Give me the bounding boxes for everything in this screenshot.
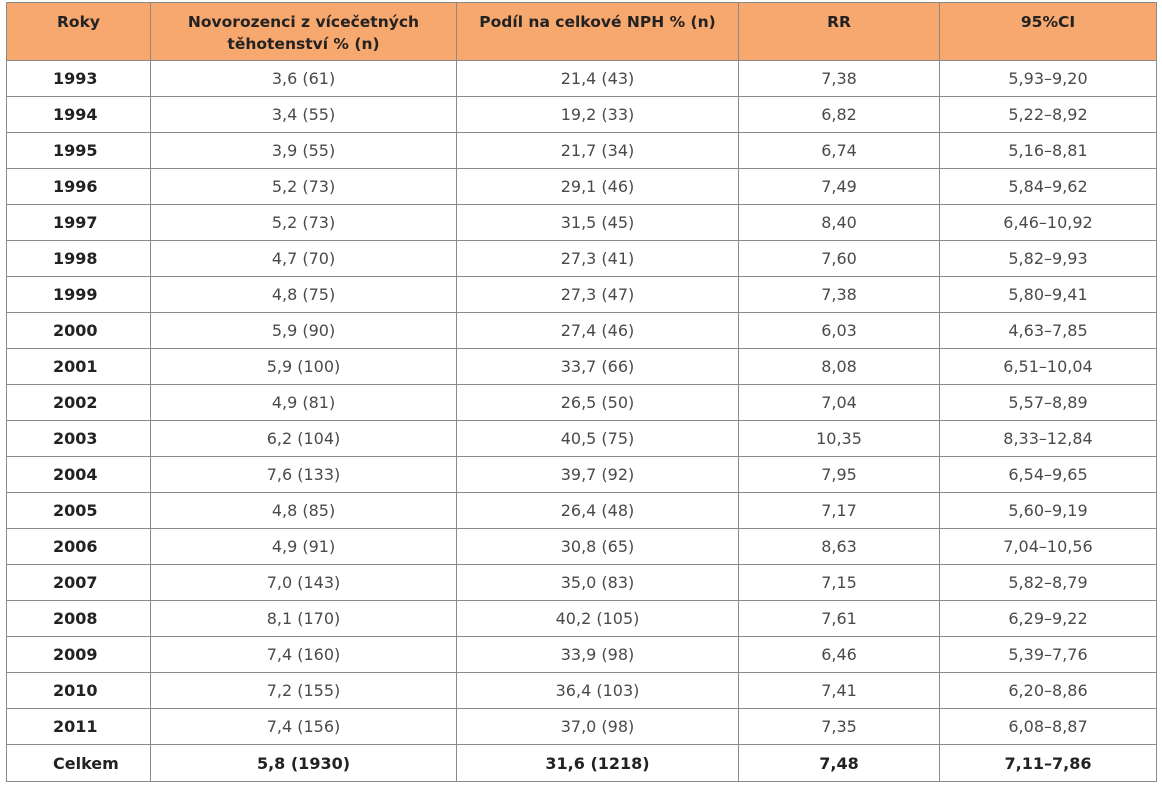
cell-year: 2008: [7, 601, 151, 637]
total-share: 31,6 (1218): [457, 745, 739, 782]
table-row: [7, 385, 1157, 421]
cell-share: 36,4 (103): [457, 673, 739, 709]
cell-ci: 5,16–8,81: [940, 133, 1157, 169]
table-row: [7, 313, 1157, 349]
cell-share: 40,5 (75): [457, 421, 739, 457]
cell-ci: 5,84–9,62: [940, 169, 1157, 205]
cell-rr: 7,04: [739, 385, 940, 421]
cell-year: 2003: [7, 421, 151, 457]
cell-share: 37,0 (98): [457, 709, 739, 745]
total-ci: 7,11–7,86: [940, 745, 1157, 782]
table-row: [7, 277, 1157, 313]
table-header: [7, 3, 1157, 61]
cell-rr: 7,95: [739, 457, 940, 493]
table-body: [7, 61, 1157, 782]
total-label: Celkem: [7, 745, 151, 782]
cell-rr: 6,46: [739, 637, 940, 673]
cell-year: 2011: [7, 709, 151, 745]
cell-rr: 8,08: [739, 349, 940, 385]
header-ci: 95%CI: [940, 3, 1157, 61]
cell-ci: 6,29–9,22: [940, 601, 1157, 637]
cell-ci: 6,51–10,04: [940, 349, 1157, 385]
cell-rr: 7,38: [739, 277, 940, 313]
cell-multiples: 4,9 (91): [151, 529, 457, 565]
cell-share: 29,1 (46): [457, 169, 739, 205]
total-rr: 7,48: [739, 745, 940, 782]
cell-ci: 5,60–9,19: [940, 493, 1157, 529]
cell-year: 2004: [7, 457, 151, 493]
cell-multiples: 8,1 (170): [151, 601, 457, 637]
cell-multiples: 3,6 (61): [151, 61, 457, 97]
table-row: [7, 709, 1157, 745]
cell-multiples: 5,9 (90): [151, 313, 457, 349]
table-row: [7, 169, 1157, 205]
cell-year: 1994: [7, 97, 151, 133]
table-row: [7, 457, 1157, 493]
table-row: [7, 205, 1157, 241]
cell-multiples: 7,2 (155): [151, 673, 457, 709]
cell-year: 1997: [7, 205, 151, 241]
table-row: [7, 133, 1157, 169]
cell-share: 26,5 (50): [457, 385, 739, 421]
cell-ci: 5,82–9,93: [940, 241, 1157, 277]
cell-rr: 7,17: [739, 493, 940, 529]
cell-share: 40,2 (105): [457, 601, 739, 637]
header-multiples-line2: těhotenství % (n): [227, 35, 380, 53]
cell-ci: 5,82–8,79: [940, 565, 1157, 601]
cell-rr: 7,38: [739, 61, 940, 97]
cell-ci: 4,63–7,85: [940, 313, 1157, 349]
cell-year: 2005: [7, 493, 151, 529]
table-row: [7, 673, 1157, 709]
table-row: [7, 637, 1157, 673]
cell-rr: 7,60: [739, 241, 940, 277]
header-multiples: [151, 3, 457, 61]
cell-share: 30,8 (65): [457, 529, 739, 565]
cell-ci: 6,54–9,65: [940, 457, 1157, 493]
cell-ci: 5,57–8,89: [940, 385, 1157, 421]
header-rr: RR: [739, 3, 940, 61]
cell-share: 27,4 (46): [457, 313, 739, 349]
cell-rr: 8,40: [739, 205, 940, 241]
cell-multiples: 7,0 (143): [151, 565, 457, 601]
cell-share: 19,2 (33): [457, 97, 739, 133]
cell-share: 21,7 (34): [457, 133, 739, 169]
cell-multiples: 3,9 (55): [151, 133, 457, 169]
cell-multiples: 5,2 (73): [151, 205, 457, 241]
table-row: [7, 61, 1157, 97]
cell-share: 33,7 (66): [457, 349, 739, 385]
data-table: [6, 2, 1157, 782]
cell-rr: 7,35: [739, 709, 940, 745]
cell-share: 27,3 (41): [457, 241, 739, 277]
cell-year: 2002: [7, 385, 151, 421]
cell-year: 2010: [7, 673, 151, 709]
cell-ci: 6,46–10,92: [940, 205, 1157, 241]
cell-share: 33,9 (98): [457, 637, 739, 673]
table-row: [7, 241, 1157, 277]
table-row: [7, 97, 1157, 133]
cell-share: 35,0 (83): [457, 565, 739, 601]
table-row: [7, 493, 1157, 529]
cell-ci: 5,80–9,41: [940, 277, 1157, 313]
cell-year: 2000: [7, 313, 151, 349]
cell-rr: 10,35: [739, 421, 940, 457]
cell-multiples: 4,9 (81): [151, 385, 457, 421]
cell-multiples: 4,8 (85): [151, 493, 457, 529]
cell-year: 1999: [7, 277, 151, 313]
cell-multiples: 7,4 (160): [151, 637, 457, 673]
cell-ci: 6,08–8,87: [940, 709, 1157, 745]
table-row: [7, 349, 1157, 385]
cell-ci: 5,39–7,76: [940, 637, 1157, 673]
cell-year: 1995: [7, 133, 151, 169]
cell-rr: 6,03: [739, 313, 940, 349]
cell-year: 1996: [7, 169, 151, 205]
cell-share: 31,5 (45): [457, 205, 739, 241]
cell-ci: 7,04–10,56: [940, 529, 1157, 565]
cell-ci: 5,93–9,20: [940, 61, 1157, 97]
cell-multiples: 7,6 (133): [151, 457, 457, 493]
cell-multiples: 5,2 (73): [151, 169, 457, 205]
cell-year: 1998: [7, 241, 151, 277]
cell-rr: 6,74: [739, 133, 940, 169]
header-share: Podíl na celkové NPH % (n): [457, 3, 739, 61]
cell-multiples: 5,9 (100): [151, 349, 457, 385]
cell-multiples: 4,8 (75): [151, 277, 457, 313]
cell-year: 2009: [7, 637, 151, 673]
cell-ci: 8,33–12,84: [940, 421, 1157, 457]
header-years: Roky: [7, 3, 151, 61]
cell-multiples: 4,7 (70): [151, 241, 457, 277]
cell-share: 26,4 (48): [457, 493, 739, 529]
total-row: [7, 745, 1157, 782]
header-row: [7, 3, 1157, 61]
cell-share: 21,4 (43): [457, 61, 739, 97]
cell-year: 2007: [7, 565, 151, 601]
cell-rr: 8,63: [739, 529, 940, 565]
cell-year: 1993: [7, 61, 151, 97]
cell-year: 2006: [7, 529, 151, 565]
table-row: [7, 529, 1157, 565]
header-multiples-line1: Novorozenci z vícečetných: [187, 13, 420, 31]
cell-rr: 7,41: [739, 673, 940, 709]
cell-share: 27,3 (47): [457, 277, 739, 313]
total-multiples: 5,8 (1930): [151, 745, 457, 782]
cell-multiples: 6,2 (104): [151, 421, 457, 457]
cell-rr: 6,82: [739, 97, 940, 133]
table-row: [7, 421, 1157, 457]
table-row: [7, 601, 1157, 637]
cell-multiples: 3,4 (55): [151, 97, 457, 133]
cell-multiples: 7,4 (156): [151, 709, 457, 745]
cell-share: 39,7 (92): [457, 457, 739, 493]
cell-rr: 7,15: [739, 565, 940, 601]
table-row: [7, 565, 1157, 601]
cell-ci: 5,22–8,92: [940, 97, 1157, 133]
cell-year: 2001: [7, 349, 151, 385]
cell-ci: 6,20–8,86: [940, 673, 1157, 709]
cell-rr: 7,49: [739, 169, 940, 205]
cell-rr: 7,61: [739, 601, 940, 637]
